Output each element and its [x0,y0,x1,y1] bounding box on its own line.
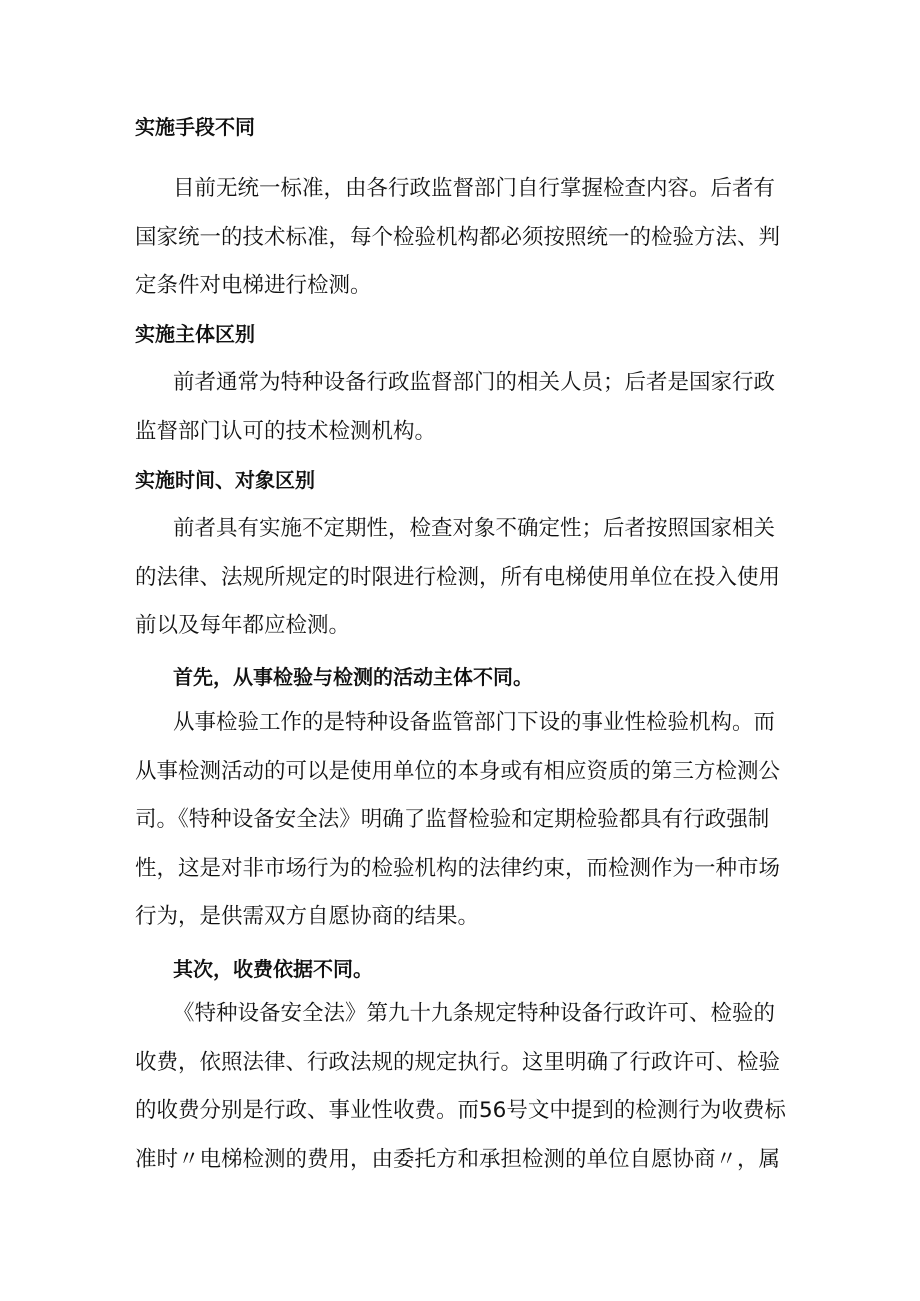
paragraph-line: 前者通常为特种设备行政监督部门的相关人员；后者是国家行政 [173,370,776,395]
point-heading: 首先，从事检验与检测的活动主体不同。 [173,665,533,689]
paragraph-line: 性，这是对非市场行为的检验机构的法律约束，而检测作为一种市场 [135,855,781,881]
point-heading: 其次，收费依据不同。 [173,957,373,981]
paragraph-line: 监督部门认可的技术检测机构。 [135,418,437,444]
section-paragraph [135,359,787,456]
paragraph-line: 收费，依照法律、行政法规的规定执行。这里明确了行政许可、检验 [135,1049,781,1075]
paragraph-line: 目前无统一标准，由各行政监督部门自行掌握检查内容。后者有 [173,176,776,201]
section-paragraph [135,505,787,651]
paragraph-line: 《特种设备安全法》第九十九条规定特种设备行政许可、检验的 [173,1001,776,1026]
paragraph-line: 行为，是供需双方自愿协商的结果。 [135,904,480,929]
point-paragraph [135,699,787,942]
paragraph-line: 国家统一的技术标准，每个检验机构都必须按照统一的检验方法、判 [135,224,781,250]
paragraph-line: 定条件对电梯进行检测。 [135,273,372,298]
point-paragraph [135,990,787,1184]
paragraph-line: 的法律、法规所规定的时限进行检测，所有电梯使用单位在投入使用 [135,564,781,590]
section-heading: 实施手段不同 [135,115,255,139]
paragraph-line: 准时〃电梯检测的费用，由委托方和承担检测的单位自愿协商〃，属 [135,1146,781,1172]
paragraph-line: 的收费分别是行政、事业性收费。而56号文中提到的检测行为收费标 [135,1098,786,1123]
section-heading: 实施主体区别 [135,322,255,346]
paragraph-line: 前者具有实施不定期性，检查对象不确定性；后者按照国家相关 [173,516,776,541]
paragraph-line: 从事检验工作的是特种设备监管部门下设的事业性检验机构。而 [173,710,776,735]
section-heading: 实施时间、对象区别 [135,468,315,492]
paragraph-line: 前以及每年都应检测。 [135,613,351,638]
paragraph-line: 司。《特种设备安全法》明确了监督检验和定期检验都具有行政强制 [135,807,770,832]
section-paragraph [135,165,787,311]
paragraph-line: 从事检测活动的可以是使用单位的本身或有相应资质的第三方检测公 [135,758,781,784]
